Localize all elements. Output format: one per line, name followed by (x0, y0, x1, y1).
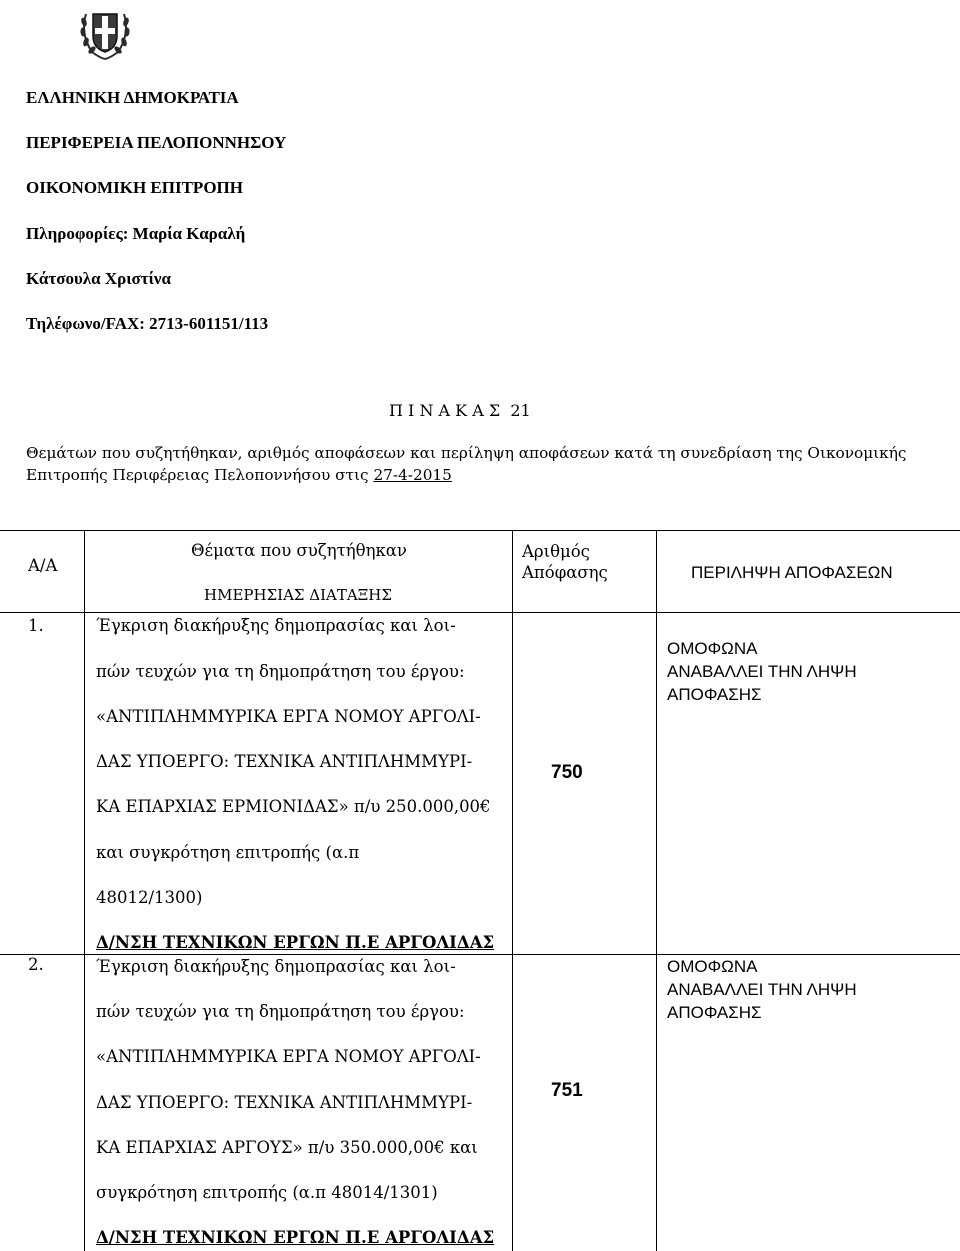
row2-line1: Έγκριση διακήρυξης δημοπρασίας και λοι- (96, 957, 456, 976)
title-description-line2 (26, 466, 452, 484)
header-phone: Τηλέφωνο/FAX: 2713-601151/113 (26, 314, 269, 333)
col-header-summary: ΠΕΡΙΛΗΨΗ ΑΠΟΦΑΣΕΩΝ (691, 563, 893, 582)
col-header-topics-sub: ΗΜΕΡΗΣΙΑΣ ΔΙΑΤΑΞΗΣ (204, 586, 392, 604)
row1-summary-2: ΑΝΑΒΑΛΛΕΙ ΤΗΝ ΛΗΨΗ (667, 662, 857, 681)
title-line2-prefix: Επιτροπής Περιφέρειας Πελοποννήσου στις (26, 466, 374, 484)
table-divider-col2 (512, 530, 513, 1251)
row2-summary-2: ΑΝΑΒΑΛΛΕΙ ΤΗΝ ΛΗΨΗ (667, 980, 857, 999)
row2-line4: ΔΑΣ ΥΠΟΕΡΓΟ: ΤΕΧΝΙΚΑ ΑΝΤΙΠΛΗΜΜΥΡΙ- (96, 1093, 473, 1112)
row1-line7: 48012/1300) (96, 888, 203, 907)
table-top-border (0, 530, 960, 531)
title-description-line1: Θεμάτων που συζητήθηκαν, αριθμός αποφάσεων και περίληψη αποφάσεων κατά τη συνεδρίαση της Οικονομικής (26, 444, 907, 462)
row2-department: Δ/ΝΣΗ ΤΕΧΝΙΚΩΝ ΕΡΓΩΝ Π.Ε ΑΡΓΟΛΙΔΑΣ (96, 1228, 495, 1247)
header-region: ΠΕΡΙΦΕΡΕΙΑ ΠΕΛΟΠΟΝΝΗΣΟΥ (26, 133, 287, 152)
row2-summary-1: ΟΜΟΦΩΝΑ (667, 957, 758, 976)
row2-summary-3: ΑΠΟΦΑΣΗΣ (667, 1003, 762, 1022)
row2-decision-number: 751 (551, 1080, 583, 1101)
row1-line5: ΚΑ ΕΠΑΡΧΙΑΣ ΕΡΜΙΟΝΙΔΑΣ» π/υ 250.000,00€ (96, 797, 491, 816)
row1-summary-1: ΟΜΟΦΩΝΑ (667, 639, 758, 658)
row1-department: Δ/ΝΣΗ ΤΕΧΝΙΚΩΝ ΕΡΓΩΝ Π.Ε ΑΡΓΟΛΙΔΑΣ (96, 933, 495, 952)
table-heading: Π Ι Ν Α Κ Α Σ 21 (389, 401, 531, 420)
header-republic: ΕΛΛΗΝΙΚΗ ΔΗΜΟΚΡΑΤΙΑ (26, 88, 239, 107)
row2-line6: συγκρότηση επιτροπής (α.π 48014/1301) (96, 1183, 438, 1202)
col-header-number-2: Απόφασης (522, 563, 608, 582)
greek-coat-of-arms-emblem (78, 4, 132, 62)
row1-decision-number: 750 (551, 762, 583, 783)
row2-line5: ΚΑ ΕΠΑΡΧΙΑΣ ΑΡΓΟΥΣ» π/υ 350.000,00€ και (96, 1138, 478, 1157)
header-person: Κάτσουλα Χριστίνα (26, 269, 171, 288)
table-header-border (0, 612, 960, 613)
row1-line4: ΔΑΣ ΥΠΟΕΡΓΟ: ΤΕΧΝΙΚΑ ΑΝΤΙΠΛΗΜΜΥΡΙ- (96, 752, 473, 771)
table-divider-col1 (84, 530, 85, 1251)
table-row-border (0, 954, 960, 955)
row2-aa: 2. (28, 955, 44, 974)
table-divider-col3 (656, 530, 657, 1251)
row1-line2: πών τευχών για τη δημοπράτηση του έργου: (96, 662, 465, 681)
col-header-number-1: Αριθμός (522, 542, 590, 561)
session-date: 27-4-2015 (373, 466, 452, 484)
row1-line1: Έγκριση διακήρυξης δημοπρασίας και λοι- (96, 616, 456, 635)
row1-line6: και συγκρότηση επιτροπής (α.π (96, 843, 360, 862)
col-header-topics: Θέματα που συζητήθηκαν (191, 541, 407, 560)
col-header-aa: Α/Α (28, 556, 58, 575)
row1-line3: «ΑΝΤΙΠΛΗΜΜΥΡΙΚΑ ΕΡΓΑ ΝΟΜΟΥ ΑΡΓΟΛΙ- (96, 707, 481, 726)
row1-aa: 1. (28, 616, 44, 635)
header-committee: ΟΙΚΟΝΟΜΙΚΗ ΕΠΙΤΡΟΠΗ (26, 178, 243, 197)
header-info: Πληροφορίες: Μαρία Καραλή (26, 224, 246, 243)
row2-line2: πών τευχών για τη δημοπράτηση του έργου: (96, 1002, 465, 1021)
row1-summary-3: ΑΠΟΦΑΣΗΣ (667, 685, 762, 704)
row2-line3: «ΑΝΤΙΠΛΗΜΜΥΡΙΚΑ ΕΡΓΑ ΝΟΜΟΥ ΑΡΓΟΛΙ- (96, 1047, 481, 1066)
